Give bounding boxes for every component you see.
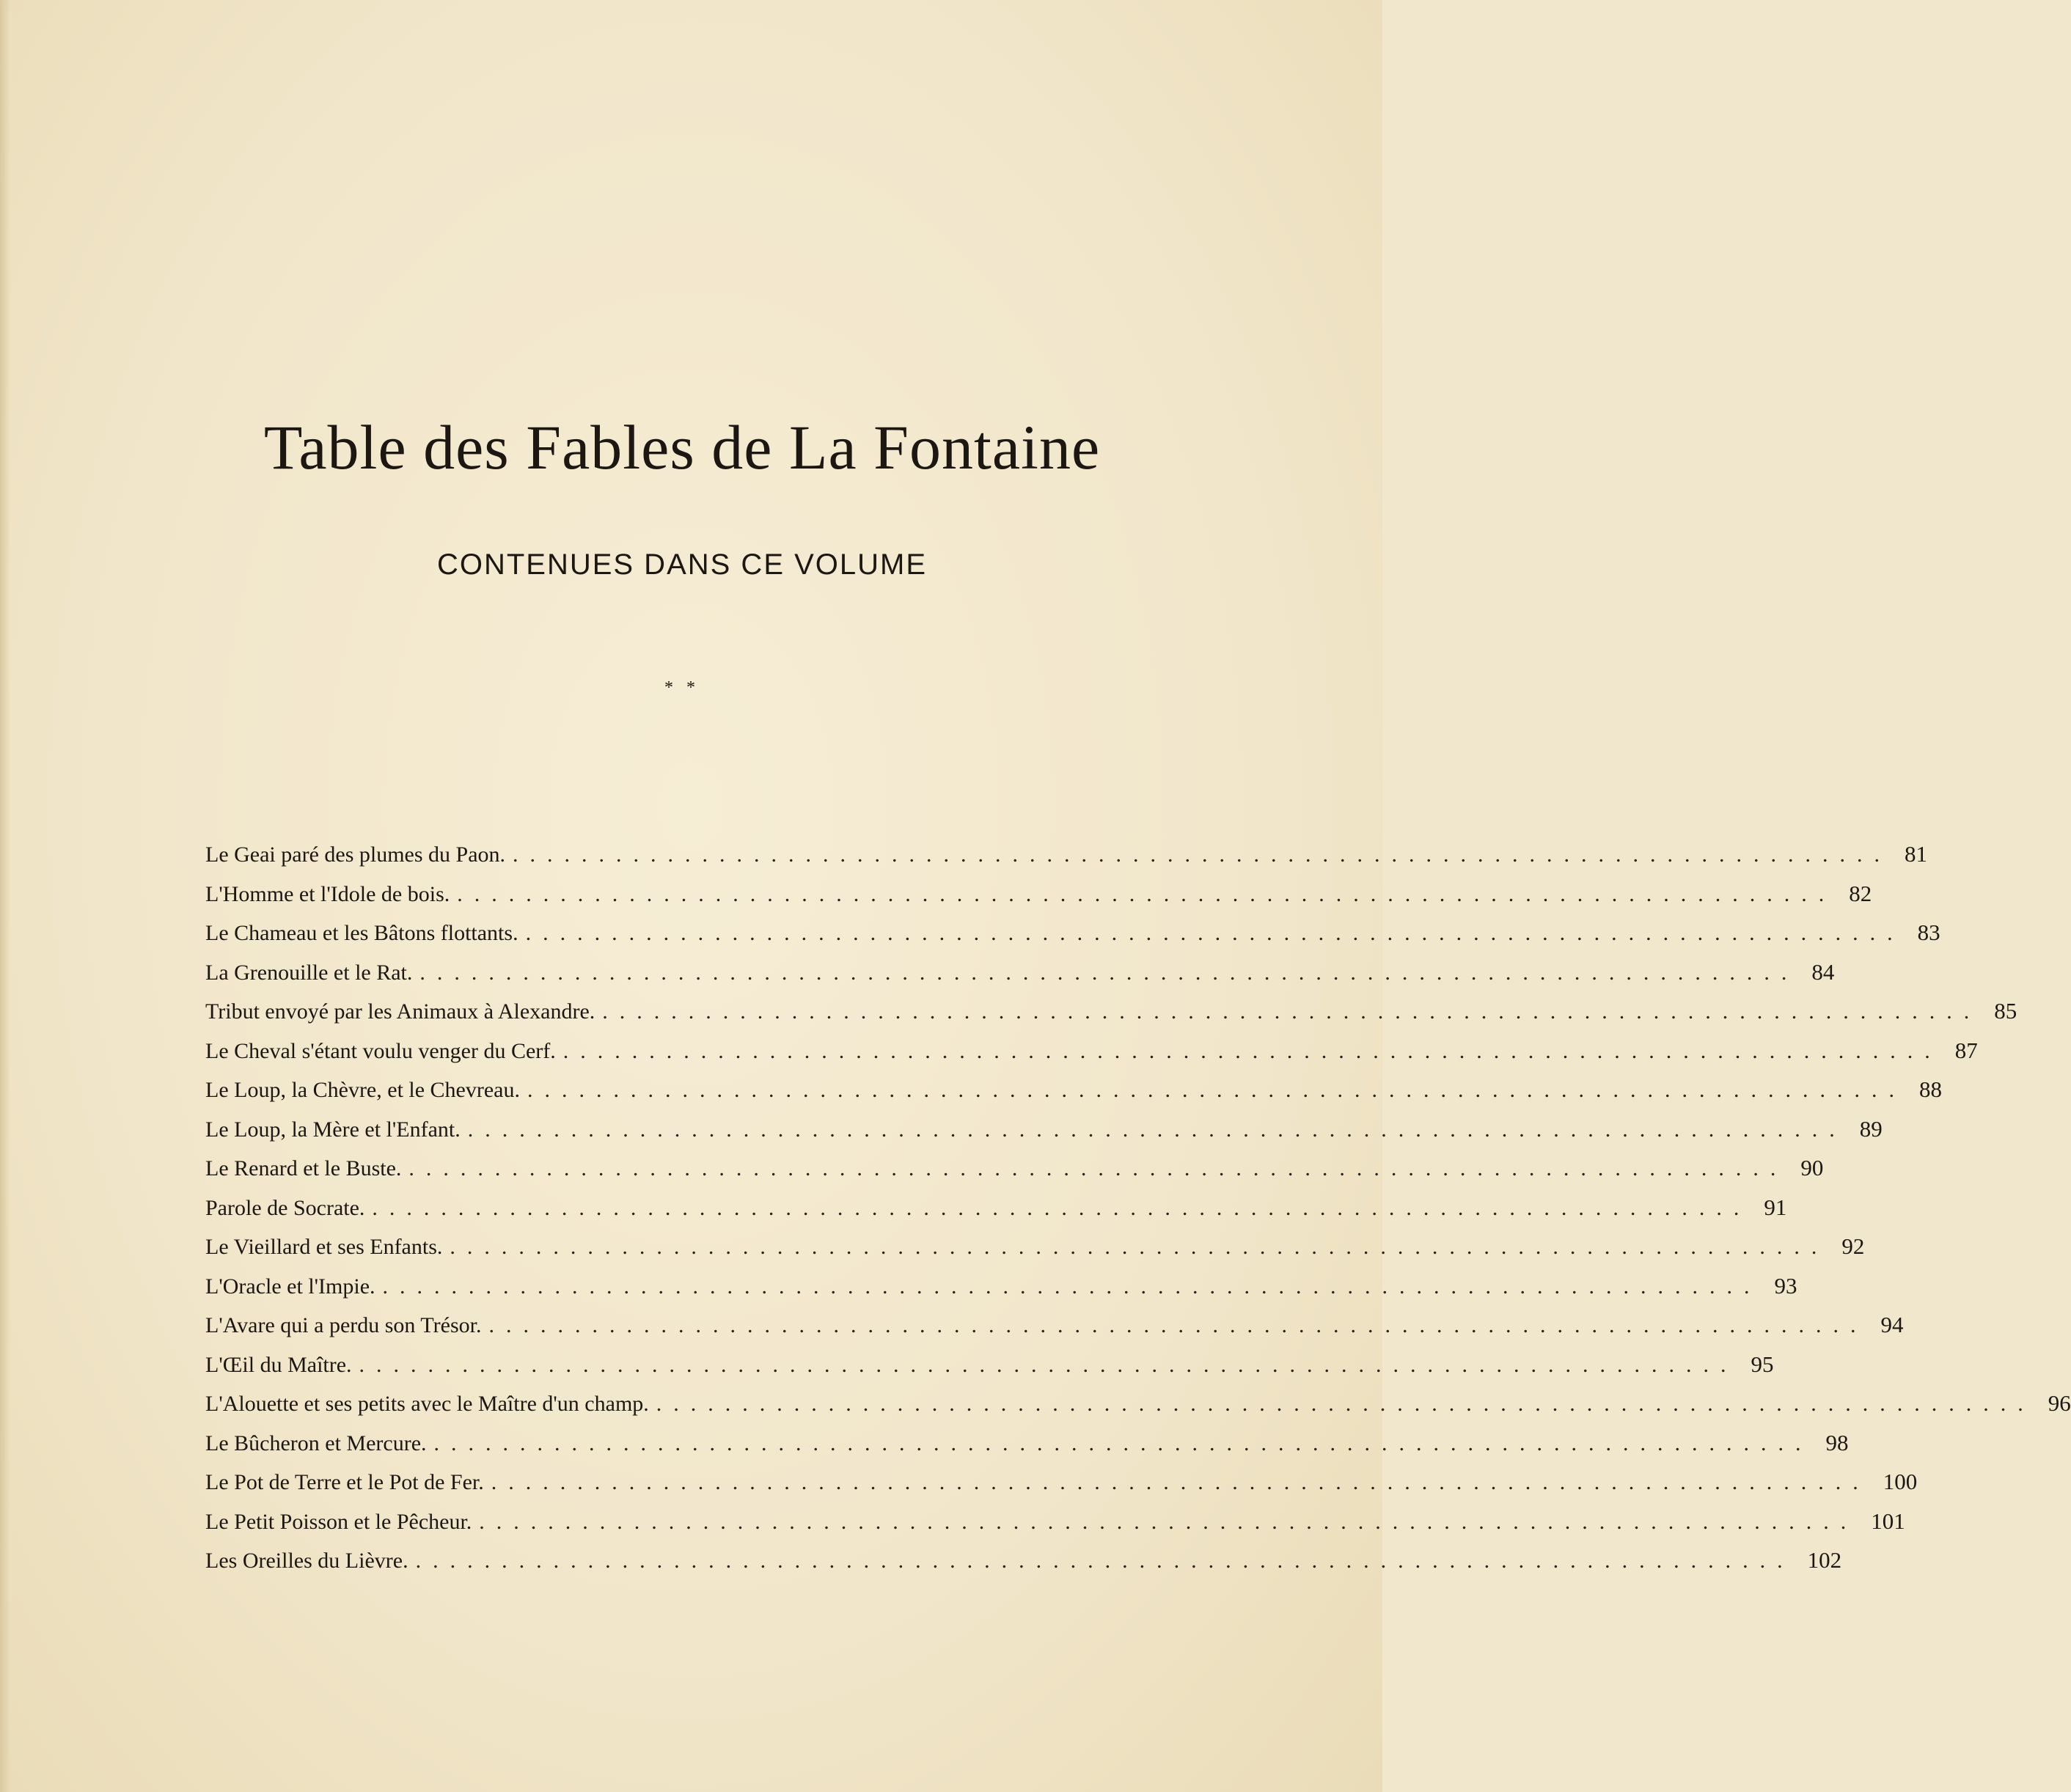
page-subtitle: CONTENUES DANS CE VOLUME: [436, 548, 928, 581]
toc-entry-page: 82: [1849, 880, 1872, 906]
toc-entry: [205, 991, 2017, 1031]
toc-entry-title: Le Chameau et les Bâtons flottants.: [205, 921, 518, 945]
toc-entry-page: 95: [1751, 1351, 1774, 1377]
toc-entry-page: 96: [2048, 1390, 2071, 1416]
toc-entry-page: 84: [1811, 958, 1835, 985]
toc-entry-page: 93: [1774, 1272, 1797, 1299]
toc-entry-title: Le Cheval s'étant voulu venger du Cerf.: [205, 1038, 556, 1063]
toc-entry-title: Parole de Socrate.: [205, 1195, 365, 1220]
toc-entry-page: 98: [1825, 1429, 1849, 1455]
toc-entry-title: Le Geai paré des plumes du Paon.: [205, 842, 506, 867]
page-edge-shadow: [0, 0, 10, 1792]
table-of-contents: [205, 834, 2071, 1580]
dot-leader: ................................................................................: [408, 1156, 1788, 1180]
toc-entry-title: L'Homme et l'Idole de bois.: [205, 881, 450, 906]
toc-entry-title: L'Œil du Maître.: [205, 1352, 352, 1377]
toc-entry: [205, 952, 1835, 992]
toc-entry-page: 101: [1871, 1508, 1905, 1534]
page-title: Table des Fables de La Fontaine: [263, 412, 1101, 482]
toc-entry-title: L'Avare qui a perdu son Trésor.: [205, 1313, 482, 1337]
dot-leader: ................................................................................: [372, 1195, 1751, 1220]
toc-entry: [205, 1423, 1849, 1463]
toc-entry: [205, 1345, 1774, 1384]
toc-entry-title: Le Renard et le Buste.: [205, 1156, 402, 1180]
toc-entry: [205, 913, 1940, 952]
dot-leader: ................................................................................: [656, 1392, 2035, 1416]
toc-entry-title: L'Alouette et ses petits avec le Maître d'un champ.: [205, 1392, 649, 1416]
toc-entry-page: 94: [1880, 1312, 1904, 1337]
toc-entry-page: 92: [1841, 1233, 1865, 1259]
dot-leader: ................................................................................: [488, 1313, 1868, 1337]
toc-entry: [205, 1502, 1905, 1541]
toc-entry: [205, 1266, 1797, 1306]
toc-entry: [205, 1148, 1824, 1188]
dot-leader: ................................................................................: [382, 1274, 1762, 1299]
toc-entry-page: 85: [1994, 998, 2017, 1024]
toc-entry: [205, 874, 1872, 914]
toc-entry-page: 88: [1919, 1076, 1942, 1102]
toc-entry: [205, 1070, 1942, 1109]
dot-leader: ................................................................................: [479, 1509, 1858, 1534]
dot-leader: ................................................................................: [457, 881, 1836, 906]
dot-leader: ................................................................................: [450, 1235, 1829, 1259]
toc-entry-page: 83: [1917, 919, 1940, 945]
toc-entry-title: L'Oracle et l'Impie.: [205, 1274, 375, 1299]
dot-leader: ................................................................................: [359, 1352, 1738, 1377]
toc-entry-title: Le Pot de Terre et le Pot de Fer.: [205, 1470, 484, 1494]
ornament-stars: * *: [664, 678, 700, 697]
toc-entry-title: Le Loup, la Chèvre, et le Chevreau.: [205, 1078, 520, 1102]
toc-entry: [205, 1305, 1904, 1345]
toc-entry-title: Le Bûcheron et Mercure.: [205, 1431, 427, 1455]
toc-entry-page: 102: [1807, 1547, 1842, 1573]
toc-entry-title: Le Loup, la Mère et l'Enfant.: [205, 1117, 461, 1142]
dot-leader: ................................................................................: [491, 1470, 1870, 1494]
toc-entry: [205, 1188, 1787, 1227]
dot-leader: ................................................................................: [527, 1078, 1906, 1102]
toc-entry-page: 91: [1764, 1194, 1787, 1220]
toc-entry-page: 81: [1905, 841, 1928, 867]
toc-entry: [205, 834, 1928, 874]
toc-entry-page: 89: [1859, 1115, 1883, 1142]
toc-entry: [205, 1109, 1883, 1149]
dot-leader: ................................................................................: [433, 1431, 1813, 1455]
toc-entry-title: Le Vieillard et ses Enfants.: [205, 1235, 443, 1259]
toc-entry-page: 100: [1883, 1469, 1918, 1494]
toc-entry-title: La Grenouille et le Rat.: [205, 960, 413, 985]
dot-leader: ................................................................................: [513, 842, 1892, 867]
toc-entry: [205, 1031, 1978, 1071]
dot-leader: ................................................................................: [562, 1038, 1942, 1063]
toc-entry: [205, 1541, 1842, 1580]
dot-leader: ................................................................................: [419, 960, 1799, 985]
toc-entry-title: Le Petit Poisson et le Pêcheur.: [205, 1509, 472, 1534]
toc-entry-title: Tribut envoyé par les Animaux à Alexandre.: [205, 999, 595, 1024]
dot-leader: ................................................................................: [602, 999, 1982, 1024]
toc-entry-page: 90: [1800, 1155, 1824, 1180]
dot-leader: ................................................................................: [467, 1117, 1847, 1142]
toc-entry-title: Les Oreilles du Lièvre.: [205, 1549, 408, 1573]
toc-entry-page: 87: [1954, 1037, 1978, 1063]
toc-entry: [205, 1227, 1865, 1266]
toc-entry: [205, 1384, 2071, 1423]
toc-entry: [205, 1462, 1918, 1502]
dot-leader: ................................................................................: [415, 1549, 1795, 1573]
dot-leader: ................................................................................: [525, 921, 1905, 945]
